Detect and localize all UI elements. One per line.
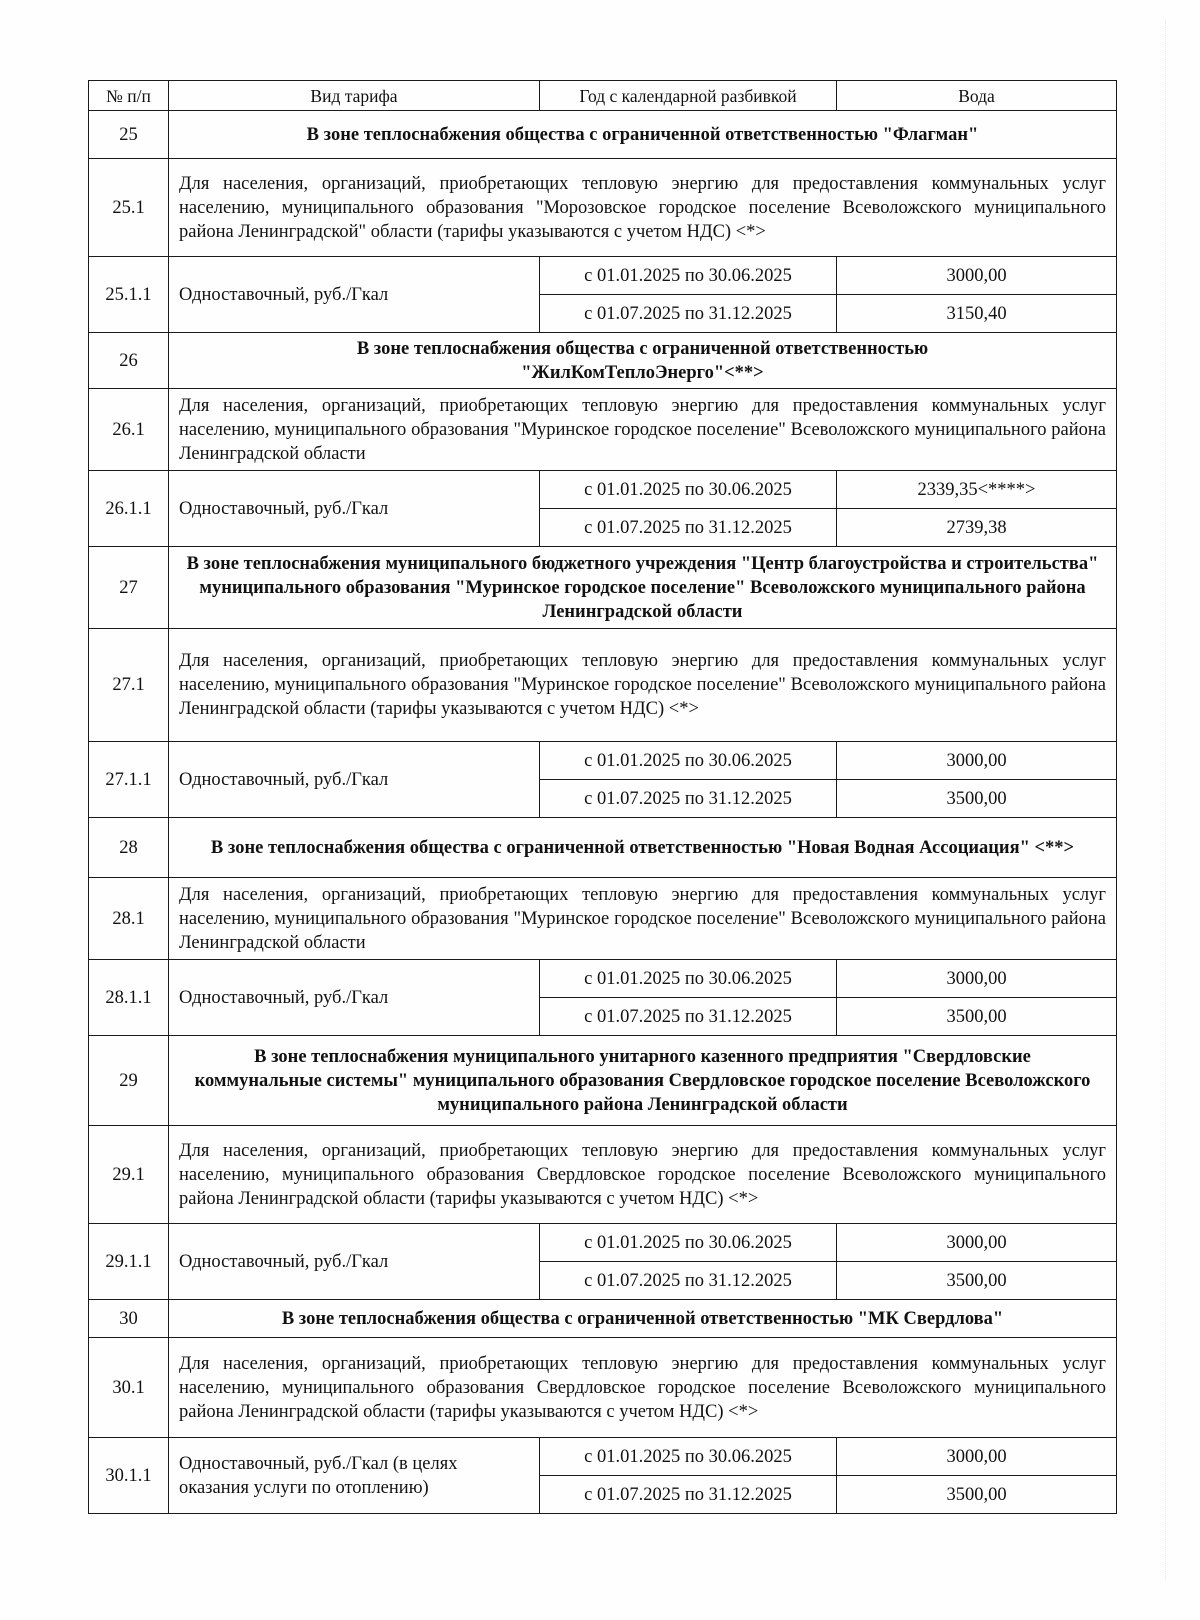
zone-title: В зоне теплоснабжения общества с ограниченной ответственностью "МК Свердлова" xyxy=(169,1300,1117,1338)
water-value: 3500,00 xyxy=(837,1476,1117,1514)
description-row xyxy=(89,1338,1117,1438)
description: Для населения, организаций, приобретающих тепловую энергию для предоставления коммунальных услуг населению, муниципального образования "Морозовское городское поселение Всеволожского муниципального района Ленинградской" области (тарифы указываются с учетом НДС) <*> xyxy=(169,159,1117,257)
period: с 01.07.2025 по 31.12.2025 xyxy=(540,1262,837,1300)
zone-row xyxy=(89,1036,1117,1126)
period: с 01.01.2025 по 30.06.2025 xyxy=(540,742,837,780)
tariff-type: Одноставочный, руб./Гкал xyxy=(169,1224,540,1300)
zone-title: В зоне теплоснабжения муниципального унитарного казенного предприятия "Свердловские коммунальные системы" муниципального образования Свердловское городское поселение Всеволожского муниципального района Ленинградской области xyxy=(169,1036,1117,1126)
sub-num: 30.1 xyxy=(89,1338,169,1438)
zone-num: 25 xyxy=(89,111,169,159)
tariff-row xyxy=(89,471,1117,509)
water-value: 2739,38 xyxy=(837,509,1117,547)
tariff-row xyxy=(89,1438,1117,1476)
description-row xyxy=(89,878,1117,960)
period: с 01.07.2025 по 31.12.2025 xyxy=(540,1476,837,1514)
period: с 01.01.2025 по 30.06.2025 xyxy=(540,1438,837,1476)
tariff-row xyxy=(89,742,1117,780)
period: с 01.01.2025 по 30.06.2025 xyxy=(540,471,837,509)
sub-num: 27.1 xyxy=(89,629,169,742)
header-water: Вода xyxy=(837,81,1117,111)
zone-title: В зоне теплоснабжения общества с ограниченной ответственностью "ЖилКомТеплоЭнерго"<**> xyxy=(169,333,1117,389)
description-row xyxy=(89,389,1117,471)
period: с 01.07.2025 по 31.12.2025 xyxy=(540,295,837,333)
tariff-type: Одноставочный, руб./Гкал xyxy=(169,960,540,1036)
period: с 01.07.2025 по 31.12.2025 xyxy=(540,509,837,547)
description: Для населения, организаций, приобретающих тепловую энергию для предоставления коммунальных услуг населению, муниципального образования "Муринское городское поселение" Всеволожского муниципального района Ленинградской области (тарифы указываются с учетом НДС) <*> xyxy=(169,629,1117,742)
zone-num: 26 xyxy=(89,333,169,389)
period: с 01.07.2025 по 31.12.2025 xyxy=(540,780,837,818)
table-header xyxy=(89,81,1117,111)
zone-title: В зоне теплоснабжения муниципального бюджетного учреждения "Центр благоустройства и строительства" муниципального образования "Муринское городское поселение" Всеволожского муниципального района Ленинградской области xyxy=(169,547,1117,629)
zone-row xyxy=(89,333,1117,389)
tariff-type: Одноставочный, руб./Гкал (в целях оказания услуги по отоплению) xyxy=(169,1438,540,1514)
zone-row xyxy=(89,111,1117,159)
header-year: Год с календарной разбивкой xyxy=(540,81,837,111)
period: с 01.01.2025 по 30.06.2025 xyxy=(540,960,837,998)
water-value: 3000,00 xyxy=(837,257,1117,295)
item-num: 28.1.1 xyxy=(89,960,169,1036)
item-num: 27.1.1 xyxy=(89,742,169,818)
item-num: 30.1.1 xyxy=(89,1438,169,1514)
period: с 01.01.2025 по 30.06.2025 xyxy=(540,1224,837,1262)
description: Для населения, организаций, приобретающих тепловую энергию для предоставления коммунальных услуг населению, муниципального образования "Муринское городское поселение" Всеволожского муниципального района Ленинградской области xyxy=(169,389,1117,471)
tariff-row xyxy=(89,257,1117,295)
period: с 01.07.2025 по 31.12.2025 xyxy=(540,998,837,1036)
zone-row xyxy=(89,1300,1117,1338)
item-num: 25.1.1 xyxy=(89,257,169,333)
water-value: 3000,00 xyxy=(837,960,1117,998)
sub-num: 28.1 xyxy=(89,878,169,960)
description: Для населения, организаций, приобретающих тепловую энергию для предоставления коммунальных услуг населению, муниципального образования "Муринское городское поселение" Всеволожского муниципального района Ленинградской области xyxy=(169,878,1117,960)
zone-num: 29 xyxy=(89,1036,169,1126)
scan-artifact xyxy=(1165,20,1186,1580)
water-value: 3000,00 xyxy=(837,1224,1117,1262)
sub-num: 26.1 xyxy=(89,389,169,471)
zone-title: В зоне теплоснабжения общества с ограниченной ответственностью "Новая Водная Ассоциация" <**> xyxy=(169,818,1117,878)
header-num: № п/п xyxy=(89,81,169,111)
tariff-row xyxy=(89,960,1117,998)
zone-num: 27 xyxy=(89,547,169,629)
tariff-type: Одноставочный, руб./Гкал xyxy=(169,742,540,818)
tariff-table xyxy=(88,80,1117,1514)
description-row xyxy=(89,629,1117,742)
zone-num: 28 xyxy=(89,818,169,878)
tariff-type: Одноставочный, руб./Гкал xyxy=(169,257,540,333)
water-value: 3500,00 xyxy=(837,998,1117,1036)
header-row xyxy=(89,81,1117,111)
water-value: 2339,35<****> xyxy=(837,471,1117,509)
water-value: 3150,40 xyxy=(837,295,1117,333)
zone-row xyxy=(89,818,1117,878)
description-row xyxy=(89,1126,1117,1224)
sub-num: 25.1 xyxy=(89,159,169,257)
zone-row xyxy=(89,547,1117,629)
water-value: 3000,00 xyxy=(837,1438,1117,1476)
description-row xyxy=(89,159,1117,257)
header-tariff-type: Вид тарифа xyxy=(169,81,540,111)
sub-num: 29.1 xyxy=(89,1126,169,1224)
water-value: 3000,00 xyxy=(837,742,1117,780)
tariff-row xyxy=(89,1224,1117,1262)
water-value: 3500,00 xyxy=(837,1262,1117,1300)
zone-title: В зоне теплоснабжения общества с ограниченной ответственностью "Флагман" xyxy=(169,111,1117,159)
period: с 01.01.2025 по 30.06.2025 xyxy=(540,257,837,295)
description: Для населения, организаций, приобретающих тепловую энергию для предоставления коммунальных услуг населению, муниципального образования Свердловское городское поселение Всеволожского муниципального района Ленинградской области (тарифы указываются с учетом НДС) <*> xyxy=(169,1126,1117,1224)
description: Для населения, организаций, приобретающих тепловую энергию для предоставления коммунальных услуг населению, муниципального образования Свердловское городское поселение Всеволожского муниципального района Ленинградской области (тарифы указываются с учетом НДС) <*> xyxy=(169,1338,1117,1438)
table-body xyxy=(89,111,1117,1514)
item-num: 26.1.1 xyxy=(89,471,169,547)
water-value: 3500,00 xyxy=(837,780,1117,818)
tariff-type: Одноставочный, руб./Гкал xyxy=(169,471,540,547)
zone-num: 30 xyxy=(89,1300,169,1338)
item-num: 29.1.1 xyxy=(89,1224,169,1300)
